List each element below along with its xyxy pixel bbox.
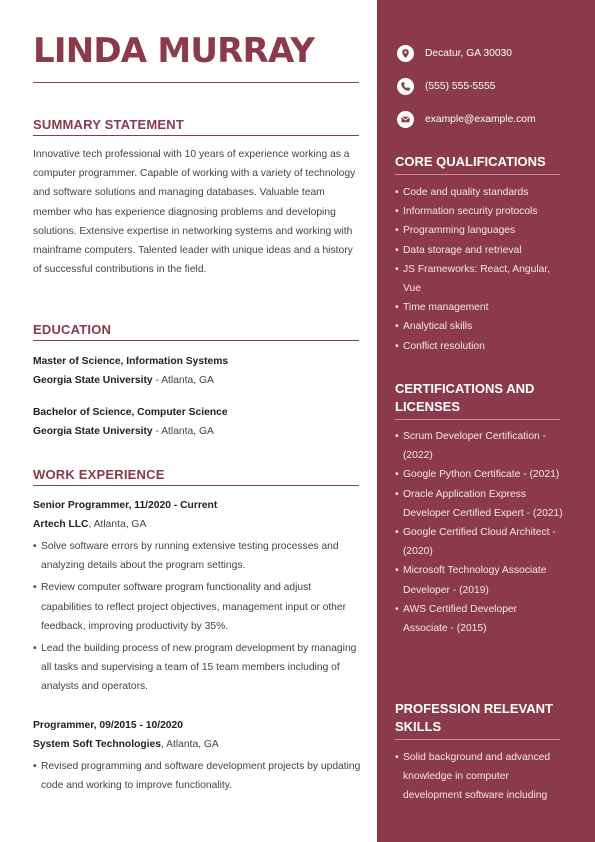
job-entry xyxy=(33,496,363,700)
list-item: • Oracle Application Express Developer Certified Expert - (2021) xyxy=(395,485,563,523)
list-item: • Information security protocols xyxy=(395,202,563,221)
certifications-heading: CERTIFICATIONS AND LICENSES xyxy=(395,380,560,420)
list-item: • Code and quality standards xyxy=(395,183,563,202)
core-qualifications-list xyxy=(395,183,563,356)
school-line xyxy=(33,422,363,441)
school-location: - Atlanta, GA xyxy=(152,375,214,386)
map-pin-icon xyxy=(397,45,414,62)
list-item: • Data storage and retrieval xyxy=(395,241,563,260)
list-item: • Time management xyxy=(395,298,563,317)
list-item: • Conflict resolution xyxy=(395,337,563,356)
job-company-line xyxy=(33,735,363,754)
job-company: System Soft Technologies xyxy=(33,739,161,750)
education-item xyxy=(33,403,363,441)
job-bullet: • Revised programming and software development projects by updating code and working to improve functionality. xyxy=(33,757,363,795)
job-company-line xyxy=(33,515,363,534)
contact-email xyxy=(397,110,536,128)
job-location: , Atlanta, GA xyxy=(160,739,219,750)
degree: Master of Science, Information Systems xyxy=(33,356,229,367)
summary-heading: SUMMARY STATEMENT xyxy=(33,117,359,136)
name-divider xyxy=(33,82,359,83)
school: Georgia State University xyxy=(33,375,153,386)
list-item: • Scrum Developer Certification - (2022) xyxy=(395,427,563,465)
school-location: - Atlanta, GA xyxy=(152,426,214,437)
contact-email-text: example@example.com xyxy=(425,113,536,125)
job-bullets xyxy=(33,537,363,697)
education-item xyxy=(33,352,363,390)
list-item: • Solid background and advanced knowledge in computer development software including xyxy=(395,748,563,806)
core-qualifications-heading: CORE QUALIFICATIONS xyxy=(395,153,560,175)
job-role: Senior Programmer, 11/2020 - Current xyxy=(33,500,218,511)
school: Georgia State University xyxy=(33,426,153,437)
email-icon xyxy=(397,111,414,128)
candidate-name: LINDA MURRAY xyxy=(33,31,315,71)
sidebar xyxy=(377,0,595,842)
phone-icon xyxy=(397,78,414,95)
skills-list xyxy=(395,748,563,806)
education-heading: EDUCATION xyxy=(33,322,359,341)
list-item: • AWS Certified Developer Associate - (2015) xyxy=(395,600,563,638)
list-item: • Programming languages xyxy=(395,221,563,240)
list-item: • Analytical skills xyxy=(395,317,563,336)
list-item: • Google Certified Cloud Architect - (2020) xyxy=(395,523,563,561)
contact-phone-text: (555) 555-5555 xyxy=(425,80,496,92)
degree: Bachelor of Science, Computer Science xyxy=(33,407,228,418)
summary-text: Innovative tech professional with 10 years of experience working as a computer programmer. Capable of working with a variety of technology and software solutions and managing databases. Valuable team member who has experience diagnosing problems and developing solutions. Extensive expertise in networking systems and working with mainframe computers. Talented leader with unique ideas and a history of successful contributions in the field. xyxy=(33,149,356,276)
job-company: Artech LLC xyxy=(33,519,89,530)
job-bullet: • Solve software errors by running extensive testing processes and analyzing details about the program settings. xyxy=(33,537,363,575)
job-bullets xyxy=(33,757,363,795)
contact-location-text: Decatur, GA 30030 xyxy=(425,47,513,59)
list-item: • Google Python Certificate - (2021) xyxy=(395,465,563,484)
contact-phone xyxy=(397,77,495,95)
job-bullet: • Review computer software program functionality and adjust capabilities to reflect project objectives, management input or other feedback, improving productivity by 35%. xyxy=(33,578,363,636)
job-bullet: • Lead the building process of new program development by managing all tasks and supervising a team of 15 team members including of analysts and operators. xyxy=(33,639,363,697)
contact-location xyxy=(397,44,512,62)
job-role: Programmer, 09/2015 - 10/2020 xyxy=(33,720,183,731)
job-location: , Atlanta, GA xyxy=(88,519,147,530)
list-item: • Microsoft Technology Associate Developer - (2019) xyxy=(395,561,563,599)
work-heading: WORK EXPERIENCE xyxy=(33,467,359,486)
skills-heading: PROFESSION RELEVANT SKILLS xyxy=(395,700,560,740)
job-entry xyxy=(33,716,363,798)
list-item: • JS Frameworks: React, Angular, Vue xyxy=(395,260,563,298)
school-line xyxy=(33,371,363,390)
certifications-list xyxy=(395,427,563,638)
